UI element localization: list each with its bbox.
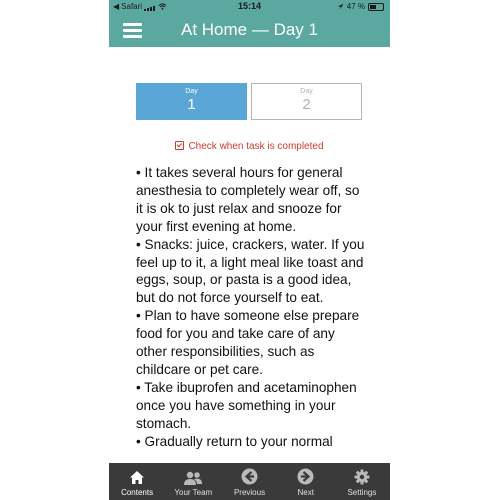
check-note-text: Check when task is completed [188,141,324,152]
home-icon [129,470,145,485]
battery-icon [368,3,384,11]
tab-day-1[interactable] [136,83,247,120]
nav-contents-label: Contents [121,488,154,497]
nav-previous-label: Previous [233,488,266,497]
people-icon [183,471,203,485]
check-note [109,141,390,152]
arrow-left-circle-icon [241,468,258,485]
nav-your-team[interactable] [165,463,221,500]
bottom-nav [109,463,390,500]
checkbox-checked-icon [175,141,184,150]
status-right [337,2,384,11]
nav-your-team-label: Your Team [174,488,213,497]
instructions-content [136,164,366,451]
status-time: 15:14 [237,1,262,11]
location-arrow-icon [337,3,344,10]
nav-next[interactable] [278,463,334,500]
nav-previous[interactable] [221,463,277,500]
tab-day-1-label: Day [185,88,198,95]
nav-contents[interactable] [109,463,165,500]
phone-screen [109,0,390,500]
tab-day-2[interactable] [251,83,362,120]
nav-settings[interactable] [334,463,390,500]
gear-icon [354,469,370,485]
battery-percent: 47 % [346,2,365,11]
back-arrow-icon[interactable]: ◀ [113,2,120,11]
nav-settings-label: Settings [347,488,377,497]
arrow-right-circle-icon [297,468,314,485]
instruction-paragraph: • Gradually return to your normal [136,433,333,449]
instruction-paragraph: • Snacks: juice, crackers, water. If you feel up to it, a light meal like toast and eggs, soup, or pasta is a good idea, but do not force yourself to eat. [136,236,365,306]
instruction-paragraph: • It takes several hours for general anesthesia to completely wear off, so it is ok to just relax and snooze for your first evening at home. [136,165,360,234]
tab-day-2-number: 2 [302,96,311,113]
status-carrier: Safari [121,2,143,11]
tab-day-1-number: 1 [187,96,196,113]
page-title: At Home — Day 1 [181,20,318,39]
instruction-paragraph: • Take ibuprofen and acetaminophen once you have something in your stomach. [136,379,357,431]
status-bar [109,0,390,14]
nav-next-label: Next [297,488,314,497]
day-tabs [136,83,362,120]
app-header [109,14,390,47]
instruction-paragraph: • Plan to have someone else prepare food for you and take care of any other responsibilities, such as childcare or pet care. [136,308,360,377]
tab-day-2-label: Day [300,88,313,95]
